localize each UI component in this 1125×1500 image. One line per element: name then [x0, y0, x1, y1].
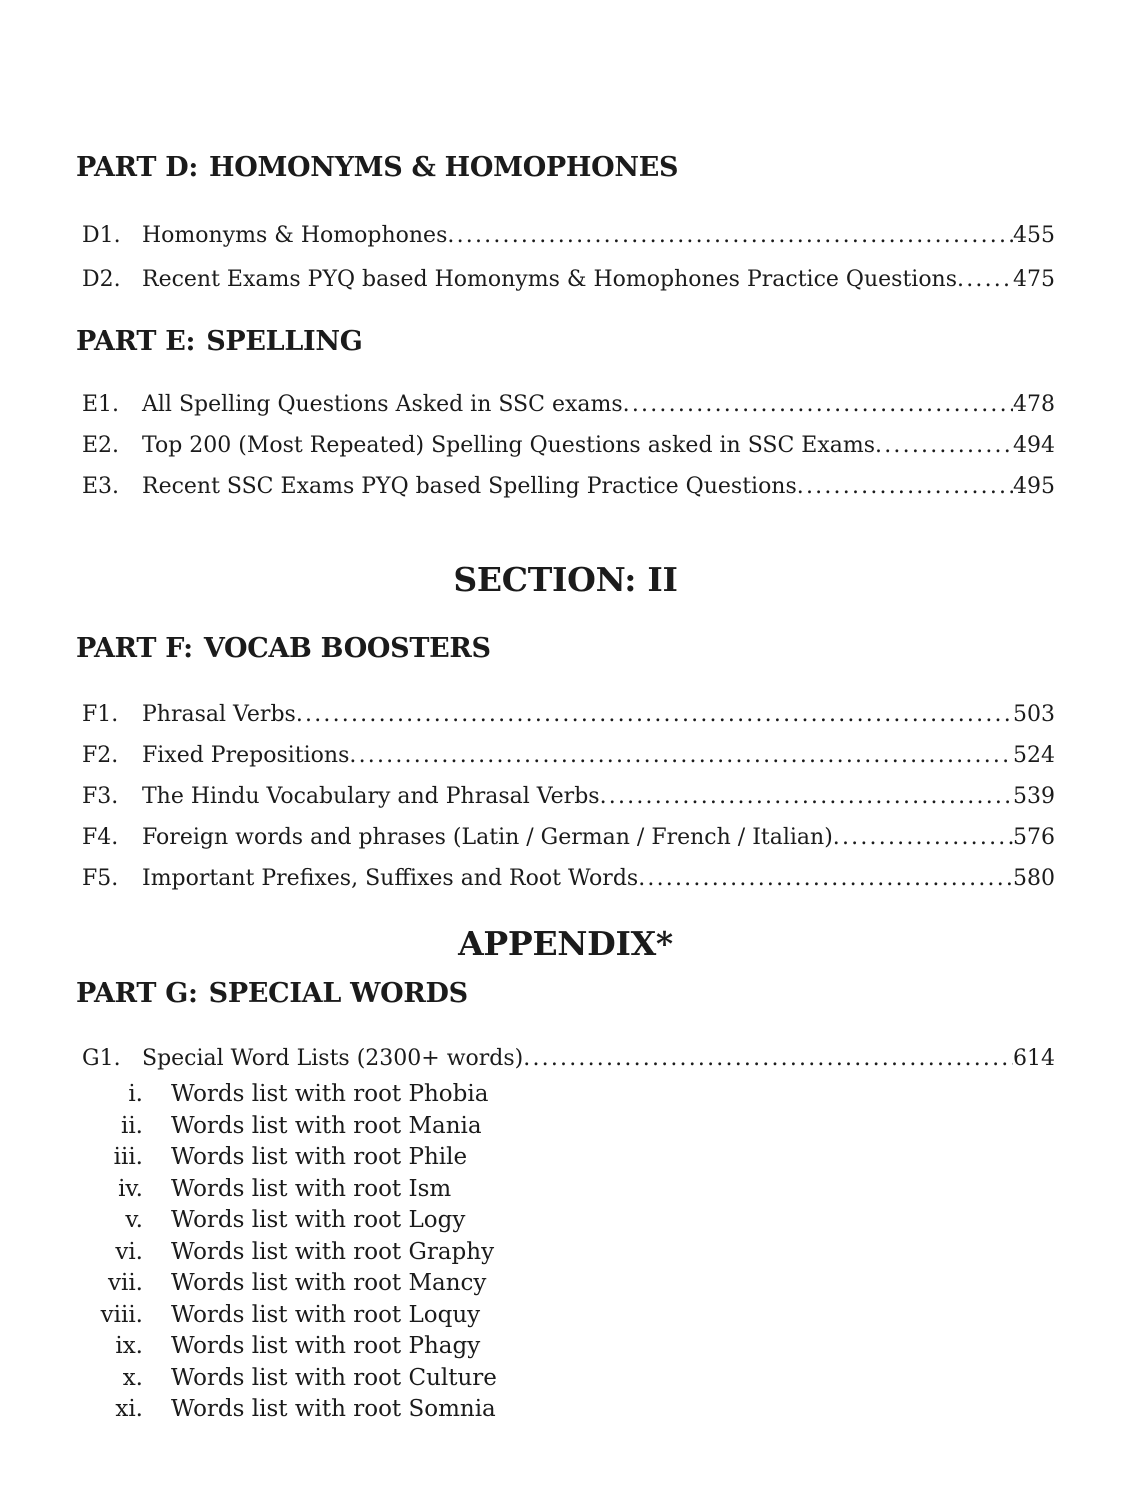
- toc-entry-page: 576: [1013, 825, 1055, 850]
- toc-entry-label: E2.: [82, 433, 120, 458]
- toc-entry: [76, 1038, 1055, 1079]
- part-g-heading: [76, 978, 1055, 1010]
- toc-entry-title: Important Prefixes, Suffixes and Root Words: [142, 866, 639, 891]
- root-word-item: [76, 1300, 1055, 1332]
- dot-leader: [957, 258, 1013, 302]
- root-word-item: [76, 1174, 1055, 1206]
- part-f-heading: [76, 633, 1055, 665]
- toc-entry: [76, 384, 1055, 425]
- dot-leader: [600, 776, 1013, 817]
- part-g-label: PART G:: [76, 978, 198, 1009]
- toc-entry-title: Foreign words and phrases (Latin / German / French / Italian): [142, 825, 833, 850]
- root-word-item: [76, 1363, 1055, 1395]
- root-word-numeral: iv.: [118, 1175, 143, 1202]
- toc-entry: [76, 214, 1055, 258]
- toc-entry-label: E3.: [82, 474, 120, 499]
- toc-entry-page: 539: [1013, 784, 1055, 809]
- root-word-text: Words list with root Phobia: [171, 1081, 489, 1107]
- root-word-numeral: viii.: [100, 1301, 143, 1328]
- part-e-title: SPELLING: [206, 326, 363, 357]
- toc-entry-title: The Hindu Vocabulary and Phrasal Verbs: [142, 784, 600, 809]
- root-word-numeral: v.: [125, 1207, 143, 1233]
- toc-entry-label: G1.: [82, 1046, 121, 1071]
- dot-leader: [447, 214, 1013, 258]
- toc-entry: [76, 694, 1055, 735]
- toc-entry-label: E1.: [82, 392, 120, 417]
- toc-entry-label: D1.: [82, 223, 121, 248]
- toc-entry: [76, 258, 1055, 302]
- root-word-text: Words list with root Loquy: [171, 1301, 481, 1328]
- toc-entry-label: D2.: [82, 267, 121, 292]
- part-f-label: PART F:: [76, 633, 193, 664]
- dot-leader: [349, 735, 1013, 776]
- toc-entry-label: F3.: [82, 784, 119, 809]
- dot-leader: [523, 1038, 1013, 1079]
- toc-entry-page: 495: [1013, 474, 1055, 499]
- dot-leader: [797, 466, 1013, 507]
- dot-leader: [638, 858, 1013, 899]
- toc-entry-title: Fixed Prepositions: [142, 743, 350, 768]
- root-word-text: Words list with root Phile: [171, 1144, 468, 1170]
- toc-entry-title: Recent SSC Exams PYQ based Spelling Practice Questions: [142, 474, 797, 499]
- root-word-text: Words list with root Graphy: [171, 1238, 495, 1265]
- toc-entry: [76, 735, 1055, 776]
- toc-entry: [76, 817, 1055, 858]
- root-word-list: [76, 1079, 1055, 1426]
- part-g-title: SPECIAL WORDS: [208, 978, 468, 1009]
- part-e-label: PART E:: [76, 326, 196, 357]
- root-word-text: Words list with root Culture: [171, 1364, 497, 1391]
- root-word-numeral: ix.: [115, 1333, 143, 1359]
- toc-entry-page: 614: [1013, 1046, 1055, 1071]
- part-d-title: HOMONYMS & HOMOPHONES: [209, 152, 679, 183]
- root-word-item: [76, 1142, 1055, 1174]
- root-word-text: Words list with root Mancy: [171, 1270, 487, 1296]
- root-word-item: [76, 1331, 1055, 1363]
- dot-leader: [875, 425, 1013, 466]
- part-e-heading: [76, 326, 1055, 358]
- root-word-text: Words list with root Ism: [171, 1175, 452, 1202]
- toc-entry-title: Phrasal Verbs: [142, 702, 296, 727]
- root-word-numeral: iii.: [113, 1144, 143, 1170]
- root-word-item: [76, 1079, 1055, 1111]
- toc-entry: [76, 425, 1055, 466]
- toc-entry-title: Top 200 (Most Repeated) Spelling Questions asked in SSC Exams: [142, 433, 876, 458]
- root-word-numeral: i.: [128, 1081, 143, 1107]
- root-word-text: Words list with root Somnia: [171, 1396, 496, 1422]
- root-word-item: [76, 1205, 1055, 1237]
- toc-entry-page: 494: [1013, 433, 1055, 458]
- toc-entry-title: Special Word Lists (2300+ words): [142, 1046, 524, 1071]
- root-word-item: [76, 1237, 1055, 1269]
- toc-entry-title: Recent Exams PYQ based Homonyms & Homophones Practice Questions: [142, 267, 958, 292]
- root-word-item: [76, 1111, 1055, 1143]
- part-d-heading: [76, 152, 1055, 184]
- root-word-numeral: vii.: [107, 1270, 143, 1296]
- dot-leader: [833, 817, 1013, 858]
- toc-entry-label: F4.: [82, 825, 119, 850]
- toc-entry-label: F1.: [82, 702, 119, 727]
- root-word-numeral: ii.: [120, 1112, 143, 1139]
- toc-entry-page: 478: [1013, 392, 1055, 417]
- part-f-title: VOCAB BOOSTERS: [203, 633, 491, 664]
- root-word-text: Words list with root Mania: [171, 1112, 482, 1139]
- root-word-text: Words list with root Phagy: [171, 1333, 481, 1359]
- toc-entry-page: 580: [1013, 866, 1055, 891]
- toc-entry-page: 475: [1013, 267, 1055, 292]
- part-d-label: PART D:: [76, 152, 199, 183]
- toc-entry-label: F5.: [82, 866, 119, 891]
- part-f-entries: [76, 694, 1055, 899]
- toc-entry-title: All Spelling Questions Asked in SSC exams: [142, 392, 623, 417]
- toc-entry: [76, 858, 1055, 899]
- root-word-text: Words list with root Logy: [171, 1207, 466, 1233]
- toc-entry: [76, 776, 1055, 817]
- dot-leader: [623, 384, 1013, 425]
- dot-leader: [296, 694, 1013, 735]
- toc-entry-page: 524: [1013, 743, 1055, 768]
- part-g-entries: [76, 1038, 1055, 1079]
- root-word-item: [76, 1268, 1055, 1300]
- part-e-entries: [76, 384, 1055, 507]
- part-d-entries: [76, 214, 1055, 302]
- root-word-item: [76, 1394, 1055, 1426]
- toc-entry: [76, 466, 1055, 507]
- toc-entry-page: 503: [1013, 702, 1055, 727]
- toc-entry-title: Homonyms & Homophones: [142, 223, 448, 248]
- section-2-title: SECTION: II: [453, 560, 678, 599]
- root-word-numeral: xi.: [115, 1396, 143, 1422]
- appendix-title: APPENDIX*: [458, 924, 673, 963]
- root-word-numeral: x.: [122, 1364, 143, 1391]
- toc-entry-page: 455: [1013, 223, 1055, 248]
- root-word-numeral: vi.: [115, 1238, 143, 1265]
- toc-entry-label: F2.: [82, 743, 119, 768]
